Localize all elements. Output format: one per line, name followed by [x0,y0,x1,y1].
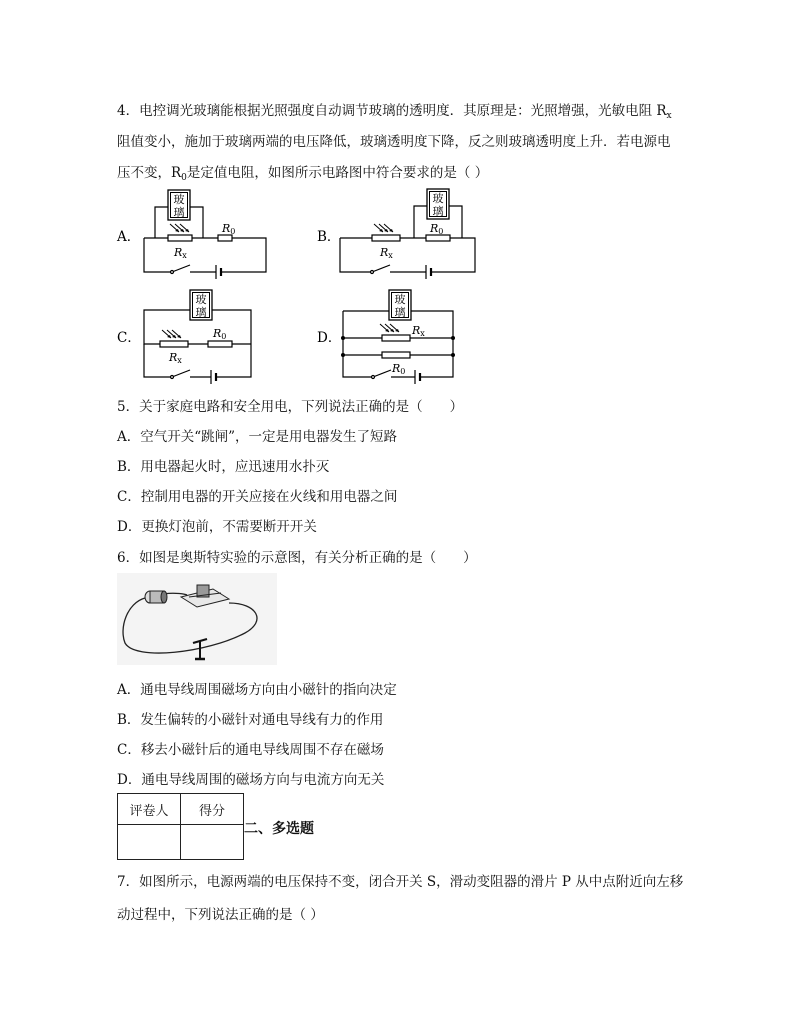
glass-label-bottom-b: 璃 [432,205,444,218]
q7-line-2: 动过程中，下列说法正确的是（ ） [117,907,324,923]
glass-label-bottom-c: 璃 [195,306,207,319]
label-rx-b: Rx [380,246,393,260]
q5-option-a: A．空气开关“跳闸”，一定是用电器发生了短路 [117,429,398,445]
q4-circuit-diagrams [0,0,794,400]
glass-label-top-a: 玻 [173,193,185,206]
q5-option-b: B．用电器起火时，应迅速用水扑灭 [117,459,330,475]
circuit-option-a: A． [117,229,141,245]
circuit-option-b: B． [317,229,341,245]
q7-line-1: 7．如图所示，电源两端的电压保持不变，闭合开关 S，滑动变阻器的滑片 P 从中点附近向左移 [117,874,684,890]
glass-label-top-c: 玻 [195,293,207,306]
score-table-score-cell[interactable] [181,825,244,860]
label-r0-c: R0 [213,327,227,341]
score-table-reviewer-cell[interactable] [118,825,181,860]
q5-stem: 5．关于家庭电路和安全用电，下列说法正确的是（ ） [117,399,464,415]
q5-option-d: D．更换灯泡前，不需要断开开关 [117,519,317,535]
label-r0-d: R0 [392,362,406,376]
section-title-multiple-choice: 二、多选题 [244,821,314,837]
label-rx-a: Rx [174,246,187,260]
q4-line-3: 压不变，$R_0$是定值电阻，如图所示电路图中符合要求的是（ ） [117,165,489,183]
q5-option-c: C．控制用电器的开关应接在火线和用电器之间 [117,489,398,505]
glass-label-bottom-a: 璃 [173,206,185,219]
q6-option-b: B．发生偏转的小磁针对通电导线有力的作用 [117,712,384,728]
glass-label-top-b: 玻 [432,192,444,205]
oersted-experiment-figure [117,573,277,665]
glass-label-bottom-d: 璃 [394,306,406,319]
q6-option-c: C．移去小磁针后的通电导线周围不存在磁场 [117,742,384,758]
glass-label-top-d: 玻 [394,293,406,306]
q6-option-d: D．通电导线周围的磁场方向与电流方向无关 [117,772,385,788]
label-r0-a: R0 [222,222,236,236]
q4-line-2: 阻值变小，施加于玻璃两端的电压降低，玻璃透明度下降，反之则玻璃透明度上升．若电源电 [117,134,671,150]
circuit-option-d: D． [317,330,342,346]
q6-option-a: A．通电导线周围磁场方向由小磁针的指向决定 [117,682,397,698]
label-rx-d: Rx [412,324,425,338]
q6-stem: 6．如图是奥斯特实验的示意图，有关分析正确的是（ ） [117,550,477,566]
label-rx-c: Rx [169,351,182,365]
score-table [117,793,244,860]
score-table-reviewer-header: 评卷人 [118,794,181,825]
label-r0-b: R0 [430,222,444,236]
q4-line-1: 4．电控调光玻璃能根据光照强度自动调节玻璃的透明度．其原理是：光照增强，光敏电阻 $R_x$ [117,103,672,121]
circuit-option-c: C． [117,330,141,346]
score-table-score-header: 得分 [181,794,244,825]
